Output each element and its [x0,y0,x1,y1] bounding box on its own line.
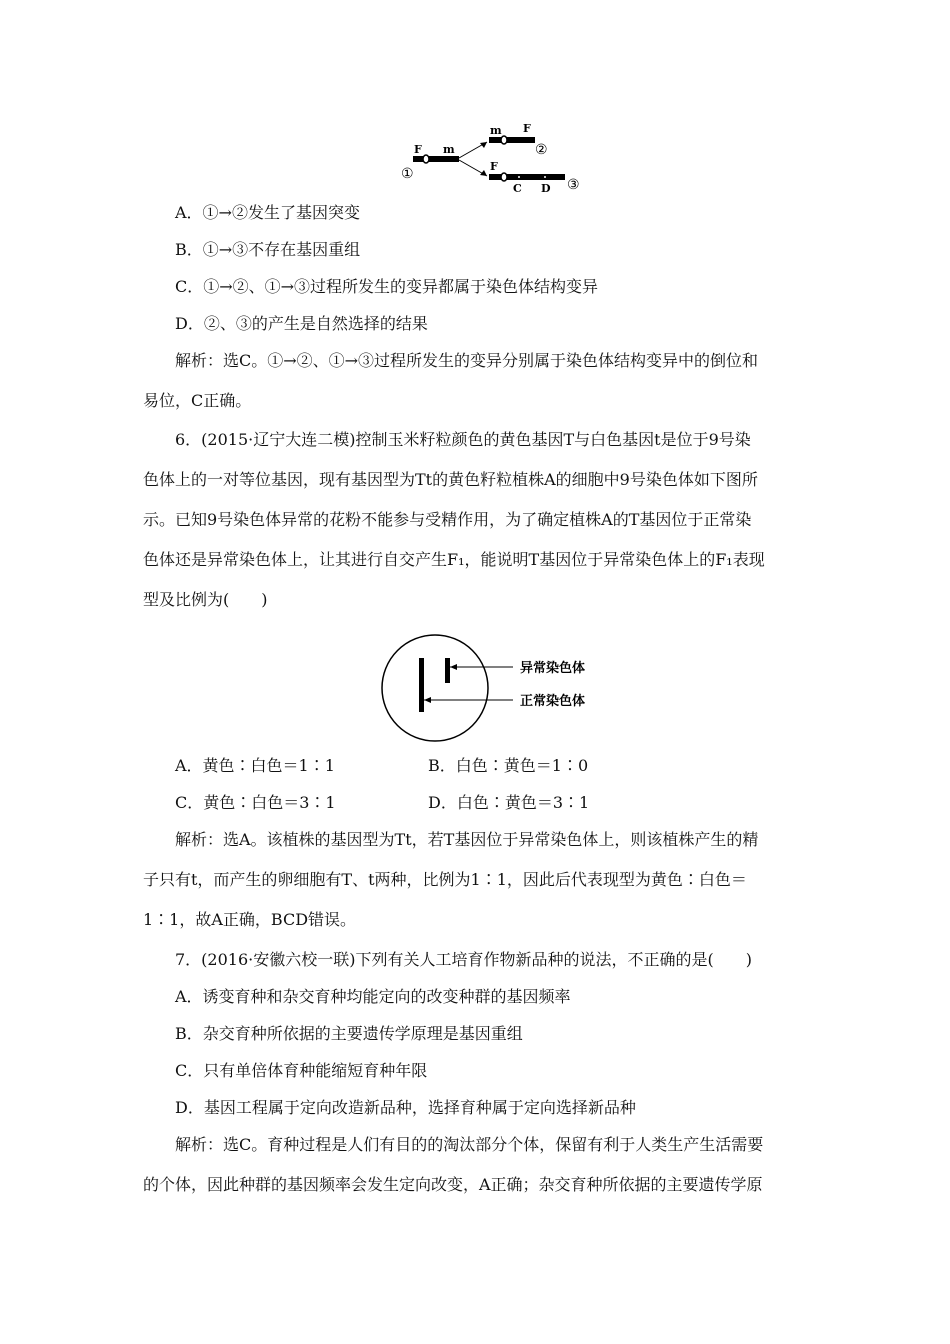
q7-option-b: B．杂交育种所依据的主要遗传学原理是基因重组 [175,1024,523,1043]
q6-analysis-line-3: 1∶1，故A正确，BCD错误。 [143,910,357,929]
normal-chromosome-label: 正常染色体 [520,694,586,709]
q5-option-c: C．①→②、①→③过程所发生的变异都属于染色体结构变异 [175,277,599,296]
cell-circle [382,635,488,741]
centromere-3 [501,173,507,181]
q6-stem-line-5: 型及比例为( ) [143,590,268,609]
gene-m-label-2: m [490,124,502,137]
q6-option-d: D．白色∶黄色＝3∶1 [428,793,590,812]
gene-F-label-2: F [523,122,531,135]
chromosome-cell-figure [380,634,620,744]
q6-analysis-line-2: 子只有t，而产生的卵细胞有T、t两种，比例为1∶1，因此后代表现型为黄色∶白色＝ [143,870,747,889]
q6-stem-line-2: 色体上的一对等位基因，现有基因型为Tt的黄色籽粒植株A的细胞中9号染色体如下图所 [143,470,758,489]
q6-analysis-line-1: 解析：选A。该植株的基因型为Tt，若T基因位于异常染色体上，则该植株产生的精 [175,830,759,849]
normal-chromosome-bar [419,658,424,712]
gene-F-label-1: F [414,143,422,156]
centromere-2 [501,136,507,144]
q7-analysis-line-1: 解析：选C。育种过程是人们有目的的淘汰部分个体，保留有利于人类生产生活需要 [175,1135,764,1154]
q5-option-d: D．②、③的产生是自然选择的结果 [175,314,428,333]
gene-F-label-3: F [490,160,498,173]
gene-C-label: C [513,182,522,195]
gene-m-label-1: m [443,143,455,156]
q7-stem: 7．(2016·安徽六校一联)下列有关人工培育作物新品种的说法，不正确的是( ) [175,950,752,969]
q5-option-a: A．①→②发生了基因突变 [175,203,360,222]
chromosome-2-bar [489,137,535,143]
q6-stem-line-4: 色体还是异常染色体上，让其进行自交产生F₁，能说明T基因位于异常染色体上的F₁表现 [143,550,765,569]
q5-option-b: B．①→③不存在基因重组 [175,240,361,259]
q6-stem-line-1: 6．(2015·辽宁大连二模)控制玉米籽粒颜色的黄色基因T与白色基因t是位于9号染 [175,430,751,449]
gene-D-label: D [541,182,551,195]
abnormal-chromosome-label: 异常染色体 [520,661,586,676]
q7-analysis-line-2: 的个体，因此种群的基因频率会发生定向改变，A正确；杂交育种所依据的主要遗传学原 [143,1175,763,1194]
chromosome-1-bar [413,156,459,162]
q6-option-a: A．黄色∶白色＝1∶1 [175,756,335,775]
node-3-label: ③ [567,177,580,193]
q7-option-d: D．基因工程属于定向改造新品种，选择育种属于定向选择新品种 [175,1098,636,1117]
chromosome-variation-figure [395,120,615,198]
q6-option-c: C．黄色∶白色＝3∶1 [175,793,336,812]
arrow-abnormal-icon [450,664,457,670]
q7-option-a: A．诱变育种和杂交育种均能定向的改变种群的基因频率 [175,987,571,1006]
q5-analysis-line-1: 解析：选C。①→②、①→③过程所发生的变异分别属于染色体结构变异中的倒位和 [175,351,759,370]
q7-option-c: C．只有单倍体育种能缩短育种年限 [175,1061,428,1080]
node-1-label: ① [401,166,414,182]
q6-stem-line-3: 示。已知9号染色体异常的花粉不能参与受精作用，为了确定植株A的T基因位于正常染 [143,510,752,529]
q6-option-b: B．白色∶黄色＝1∶0 [428,756,589,775]
centromere-1 [423,155,429,163]
q5-analysis-line-2: 易位，C正确。 [143,391,252,410]
abnormal-chromosome-bar [445,658,450,683]
arrow-normal-icon [424,697,431,703]
node-2-label: ② [535,142,548,158]
